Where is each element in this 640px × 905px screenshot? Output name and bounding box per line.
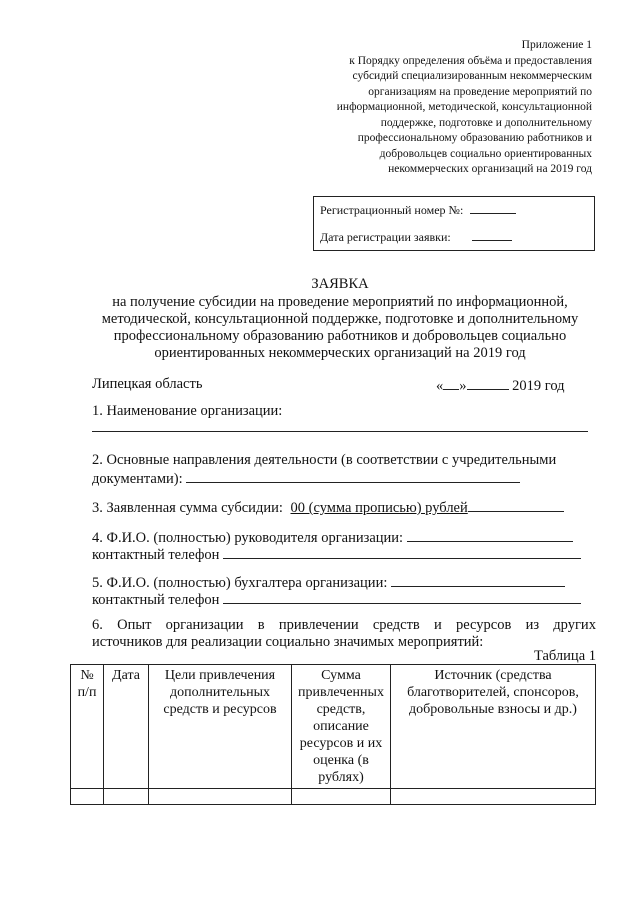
- director-phone-label: контактный телефон: [92, 547, 220, 563]
- col-date-header: Дата: [104, 665, 149, 789]
- item-6-word: 6.: [92, 617, 103, 633]
- activity-directions-field[interactable]: [186, 469, 520, 483]
- item-3-row: [92, 498, 564, 517]
- subsidy-amount-field[interactable]: [468, 498, 564, 512]
- registration-date-label: Дата регистрации заявки:: [320, 230, 451, 244]
- item-4-label: 4. Ф.И.О. (полностью) руководителя организации:: [92, 530, 404, 546]
- date-year: 2019 год: [512, 378, 565, 394]
- appendix-line: к Порядку определения объёма и предоставления: [349, 54, 592, 67]
- organization-name-field[interactable]: [92, 431, 588, 432]
- col-source-header: Источник (средства благотворителей, спонсоров, добровольные взносы и др.): [391, 665, 596, 789]
- item-6-word: средств: [372, 617, 420, 633]
- item-6-word: из: [525, 617, 540, 633]
- table-cell[interactable]: [71, 789, 104, 805]
- accountant-phone-label: контактный телефон: [92, 592, 220, 608]
- date-close-quote: »: [459, 378, 467, 394]
- accountant-phone-field[interactable]: [223, 590, 581, 604]
- accountant-name-field[interactable]: [391, 573, 565, 587]
- item-2-line1: 2. Основные направления деятельности (в соответствии с учредительными: [92, 452, 557, 468]
- table-cell[interactable]: [149, 789, 292, 805]
- col-number-header: № п/п: [71, 665, 104, 789]
- subtitle-line: на получение субсидии на проведение мероприятий по информационной,: [112, 294, 568, 310]
- table-cell[interactable]: [391, 789, 596, 805]
- appendix-line: субсидий специализированным некоммерческим: [352, 70, 592, 82]
- item-6-word: ресурсов: [456, 617, 512, 633]
- appendix-title: Приложение 1: [521, 39, 592, 51]
- appendix-line: информационной, методической, консультационной: [336, 101, 592, 113]
- date-day-field[interactable]: [443, 376, 459, 390]
- date-line: [436, 376, 565, 395]
- item-6-line1: [92, 617, 596, 634]
- table-cell[interactable]: [292, 789, 391, 805]
- col-amount-header: Сумма привлеченных средств, описание ресурсов и их оценка (в рублях): [292, 665, 391, 789]
- registration-date-field[interactable]: [472, 227, 512, 241]
- appendix-line: организациям на проведение мероприятий по: [368, 85, 592, 98]
- item-3-label: 3. Заявленная сумма субсидии:: [92, 500, 283, 516]
- date-open-quote: «: [436, 378, 444, 394]
- item-6-word: привлечении: [278, 617, 359, 633]
- item-2-line2: [92, 469, 520, 488]
- director-phone-field[interactable]: [223, 545, 581, 559]
- col-goals-header: Цели привлечения дополнительных средств и ресурсов: [149, 665, 292, 789]
- subtitle-line: ориентированных некоммерческих организаций на 2019 год: [154, 345, 526, 361]
- table-row: [71, 789, 596, 805]
- appendix-line: поддержке, подготовке и дополнительному: [380, 116, 592, 129]
- item-6-word: других: [553, 617, 596, 633]
- table-cell[interactable]: [104, 789, 149, 805]
- appendix-block: [300, 38, 592, 178]
- application-subtitle: [60, 294, 620, 362]
- item-4-phone-row: [92, 545, 581, 564]
- item-6-word: и: [434, 617, 442, 633]
- subtitle-line: методической, консультационной поддержке, подготовке и дополнительному: [101, 311, 579, 327]
- item-6-line2: источников для реализации социально значимых мероприятий:: [92, 634, 484, 650]
- experience-table: [70, 664, 596, 805]
- table-caption: Таблица 1: [533, 648, 596, 664]
- date-month-field[interactable]: [467, 376, 509, 390]
- appendix-line: некоммерческих организаций на 2019 год: [388, 163, 592, 175]
- item-5-phone-row: [92, 590, 581, 609]
- subsidy-amount-value[interactable]: 00 (сумма прописью) рублей: [290, 500, 468, 516]
- registration-number-label: Регистрационный номер №:: [320, 203, 464, 217]
- appendix-line: добровольцев социально ориентированных: [379, 147, 592, 160]
- registration-box: [313, 196, 595, 251]
- item-2-label: документами):: [92, 471, 183, 487]
- registration-number-row: [320, 197, 588, 224]
- subtitle-line: профессиональному образованию работников и добровольцев социально: [113, 328, 567, 344]
- registration-number-field[interactable]: [470, 200, 516, 214]
- appendix-line: профессиональному образованию работников и: [357, 132, 592, 144]
- application-title: ЗАЯВКА: [311, 276, 369, 292]
- table-header-row: [71, 665, 596, 789]
- item-5-label: 5. Ф.И.О. (полностью) бухгалтера организации:: [92, 575, 388, 591]
- item-6-word: в: [257, 617, 265, 633]
- registration-date-row: [320, 224, 588, 251]
- item-6-word: Опыт: [117, 617, 152, 633]
- item-1-label: 1. Наименование организации:: [92, 403, 283, 419]
- director-name-field[interactable]: [407, 528, 573, 542]
- region-label: Липецкая область: [92, 376, 203, 392]
- item-6-word: организации: [165, 617, 244, 633]
